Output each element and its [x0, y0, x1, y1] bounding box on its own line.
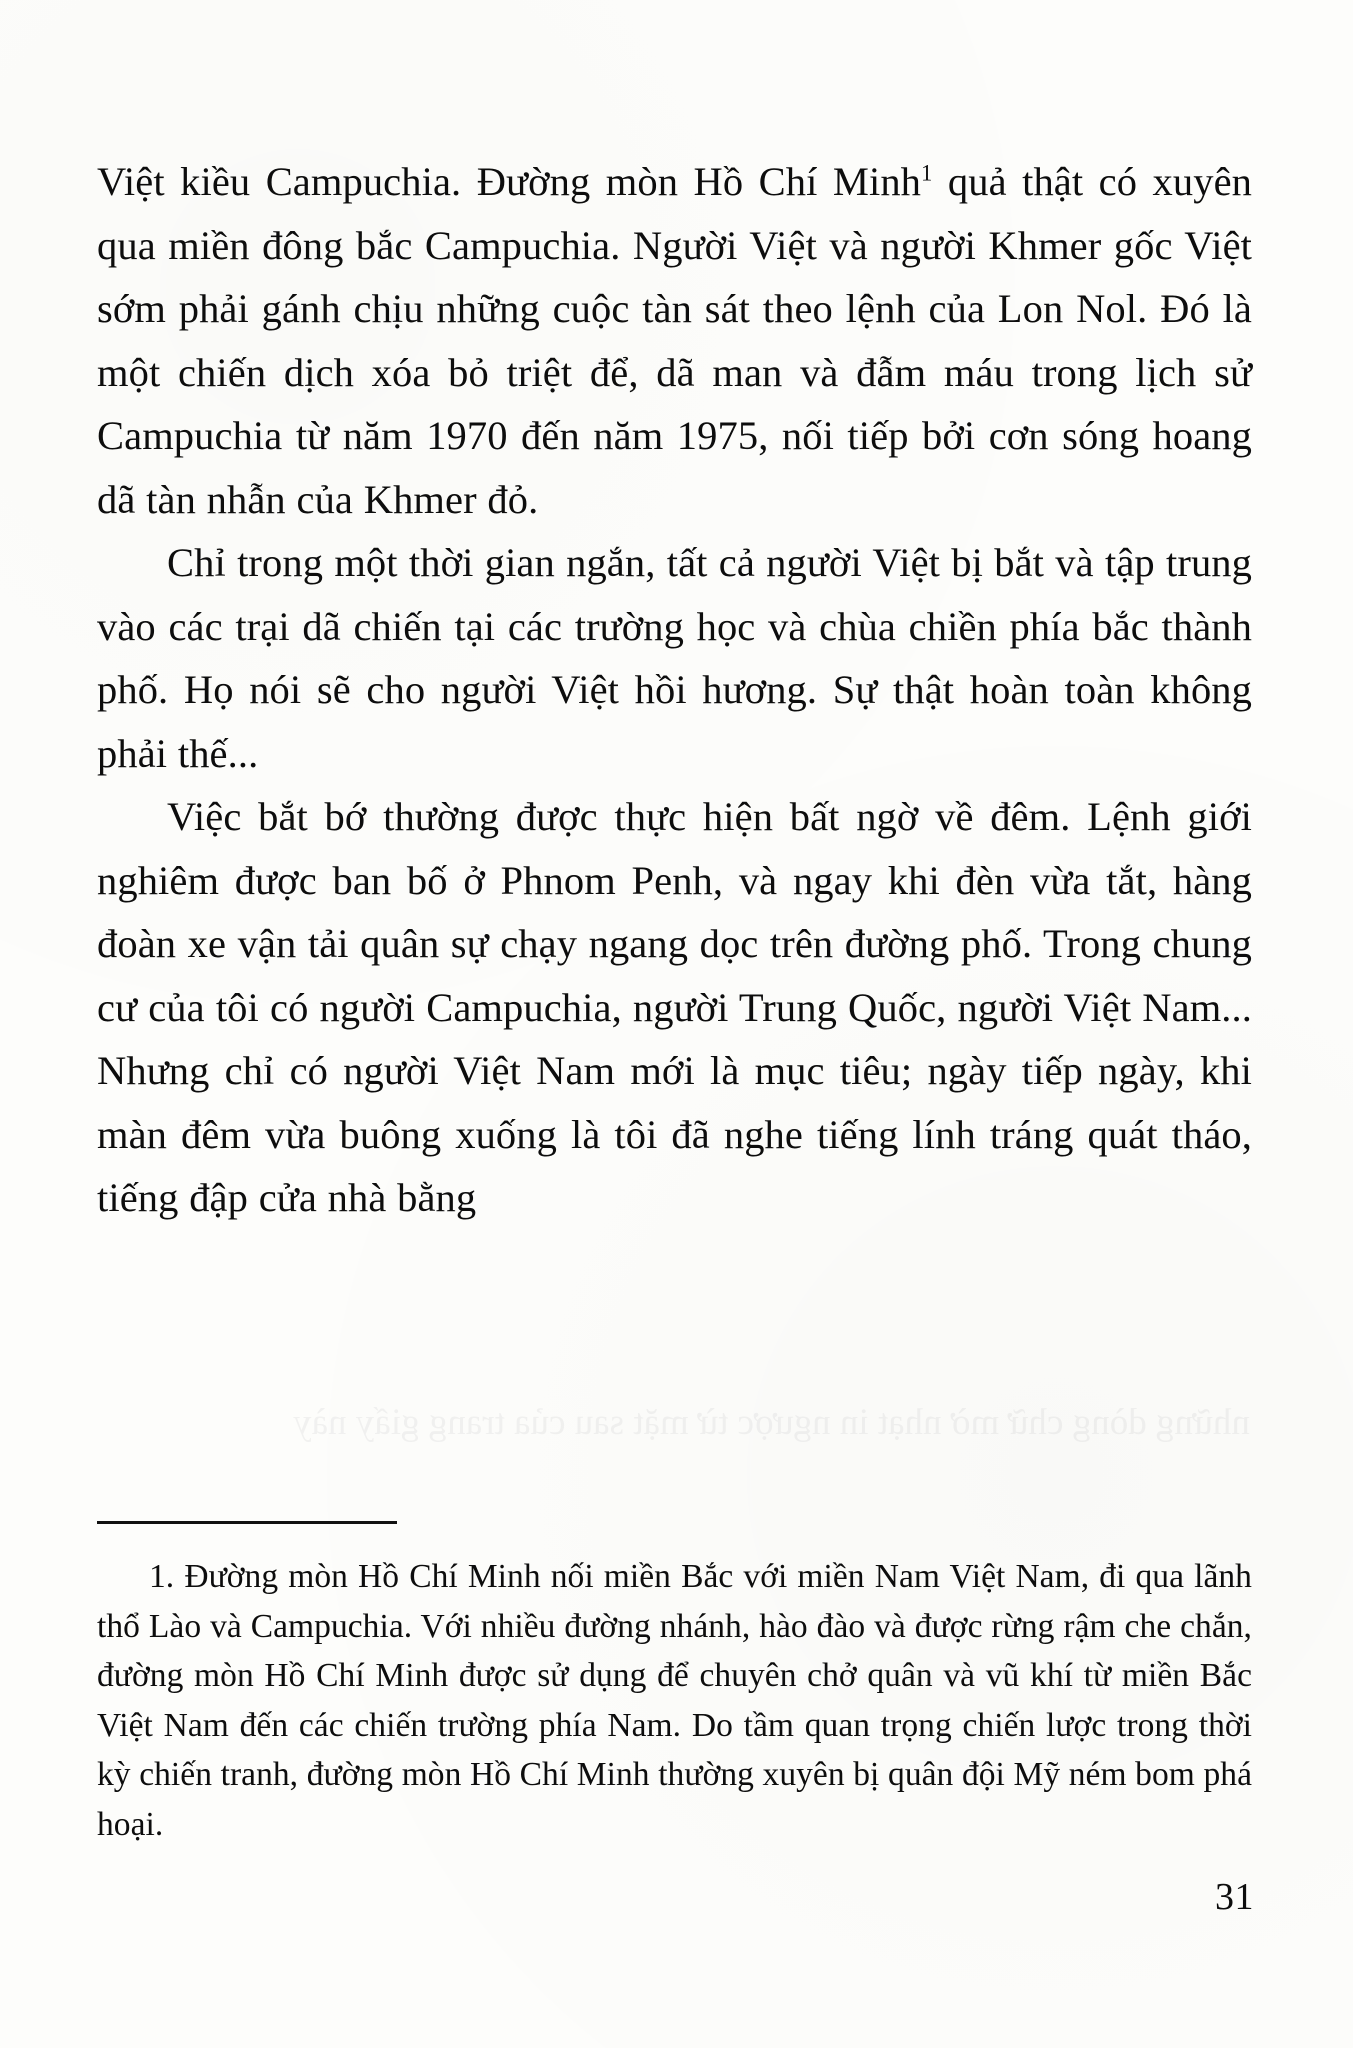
footnote-1: 1. Đường mòn Hồ Chí Minh nối miền Bắc với miền Nam Việt Nam, đi qua lãnh thổ Lào và Campuchia. Với nhiều đường nhánh, hào đào và được rừng rậm che chắn, đường mòn Hồ Chí Minh được sử dụng để chuyên chở quân và vũ khí từ miền Bắc Việt Nam đến các chiến trường phía Nam. Do tầm quan trọng chiến lược trong thời kỳ chiến tranh, đường mòn Hồ Chí Minh thường xuyên bị quân đội Mỹ ném bom phá hoại.: [97, 1558, 1252, 1843]
footnote-separator-rule: [97, 1521, 397, 1524]
page-body-text: [97, 150, 1252, 1230]
paragraph-2: Chỉ trong một thời gian ngắn, tất cả người Việt bị bắt và tập trung vào các trại dã chiến tại các trường học và chùa chiền phía bắc thành phố. Họ nói sẽ cho người Việt hồi hương. Sự thật hoàn toàn không phải thế...: [97, 540, 1252, 776]
paragraph-1-text-before-ref: Việt kiều Campuchia. Đường mòn Hồ Chí Minh: [97, 159, 922, 204]
paper-bleed-through: những dòng chữ mờ nhạt in ngược từ mặt sau của trang giấy này: [293, 1402, 1250, 1443]
paragraph-1-text-after-ref: quả thật có xuyên qua miền đông bắc Campuchia. Người Việt và người Khmer gốc Việt sớm phải gánh chịu những cuộc tàn sát theo lệnh của Lon Nol. Đó là một chiến dịch xóa bỏ triệt để, dã man và đẫm máu trong lịch sử Campuchia từ năm 1970 đến năm 1975, nối tiếp bởi cơn sóng hoang dã tàn nhẫn của Khmer đỏ.: [97, 159, 1252, 522]
paragraph-1: [97, 150, 1252, 531]
footnote-reference-1[interactable]: 1: [921, 160, 933, 186]
paragraph-3: Việc bắt bớ thường được thực hiện bất ngờ về đêm. Lệnh giới nghiêm được ban bố ở Phnom Penh, và ngay khi đèn vừa tắt, hàng đoàn xe vận tải quân sự chạy ngang dọc trên đường phố. Trong chung cư của tôi có người Campuchia, người Trung Quốc, người Việt Nam... Nhưng chỉ có người Việt Nam mới là mục tiêu; ngày tiếp ngày, khi màn đêm vừa buông xuống là tôi đã nghe tiếng lính tráng quát tháo, tiếng đập cửa nhà bằng: [97, 794, 1252, 1220]
footnote-section: [97, 1552, 1252, 1849]
page-number: 31: [1215, 1876, 1254, 1918]
